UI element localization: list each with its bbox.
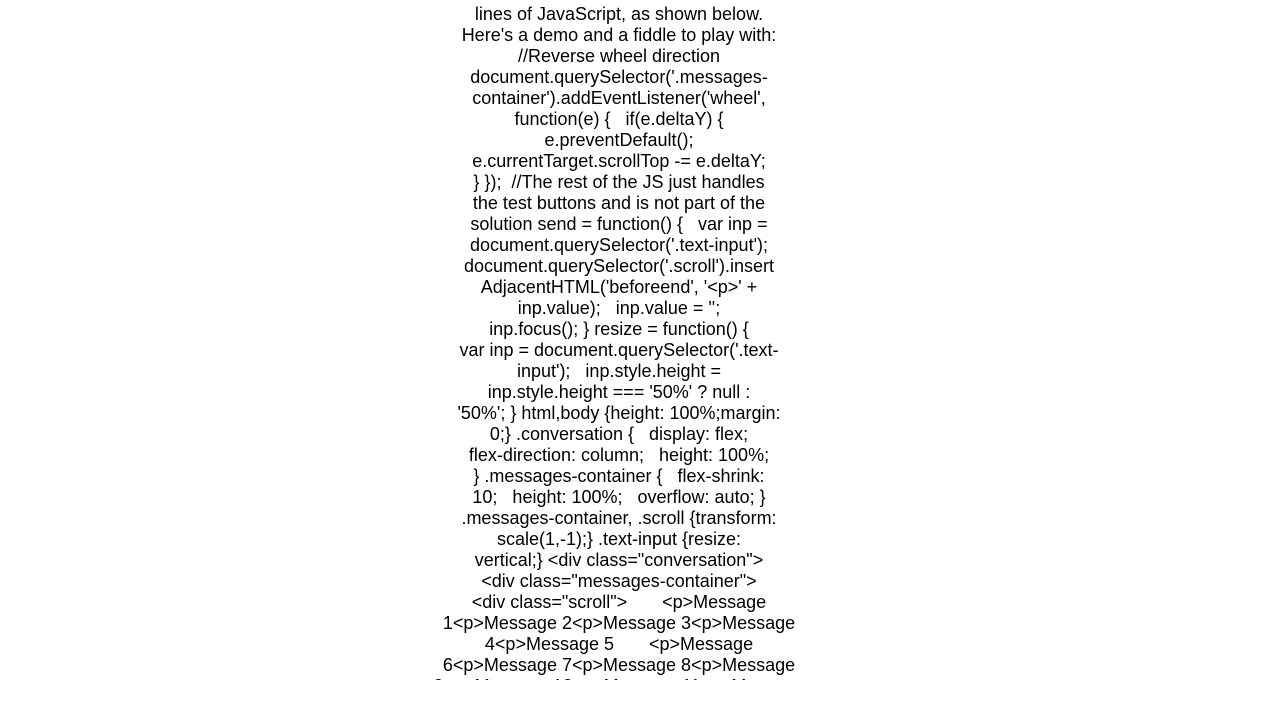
text-line: flex-direction: column; height: 100%;: [468, 445, 770, 465]
text-line: inp.style.height === '50%' ? null :: [487, 382, 751, 402]
text-line: } }); //The rest of the JS just handles: [473, 172, 765, 192]
text-line: e.currentTarget.scrollTop -= e.deltaY;: [472, 151, 766, 171]
text-line: 4<p>Message 5 <p>Message: [484, 634, 754, 654]
text-line: the test buttons and is not part of the: [472, 193, 766, 213]
text-line: } .messages-container { flex-shrink:: [473, 466, 765, 486]
text-line: vertical;} <div class="conversation">: [474, 550, 764, 570]
text-line: document.querySelector('.messages-: [470, 67, 768, 87]
text-line: scale(1,-1);} .text-input {resize:: [496, 529, 742, 549]
text-line: lines of JavaScript, as shown below.: [474, 4, 764, 24]
text-line: e.preventDefault();: [544, 130, 694, 150]
text-line: '50%'; } html,body {height: 100%;margin:: [457, 403, 781, 423]
text-line: container').addEventListener('wheel',: [472, 88, 766, 108]
text-line: inp.focus(); } resize = function() {: [489, 319, 749, 339]
text-line: 0;} .conversation { display: flex;: [489, 424, 749, 444]
text-line: input'); inp.style.height =: [516, 361, 722, 381]
text-line: document.querySelector('.text-input');: [469, 235, 768, 255]
text-line: Here's a demo and a fiddle to play with:: [461, 25, 777, 45]
text-line: solution send = function() { var inp =: [470, 214, 768, 234]
blank-footer-area: [0, 680, 1280, 720]
text-line: inp.value); inp.value = '';: [517, 298, 721, 318]
text-line: AdjacentHTML('beforeend', '<p>' +: [480, 277, 758, 297]
text-line: function(e) { if(e.deltaY) {: [514, 109, 724, 129]
text-line: //Reverse wheel direction: [517, 46, 721, 66]
text-line: <div class="messages-container">: [481, 571, 757, 591]
text-line: 6<p>Message 7<p>Message 8<p>Message: [442, 655, 796, 675]
text-line: document.querySelector('.scroll').insert: [464, 256, 774, 276]
text-line: .messages-container, .scroll {transform:: [461, 508, 777, 528]
text-line: 1<p>Message 2<p>Message 3<p>Message: [442, 613, 796, 633]
text-line: <div class="scroll"> <p>Message: [471, 592, 767, 612]
text-line: 10; height: 100%; overflow: auto; }: [472, 487, 766, 507]
text-line: var inp = document.querySelector('.text-: [459, 340, 779, 360]
article-text: [0, 4, 1238, 680]
